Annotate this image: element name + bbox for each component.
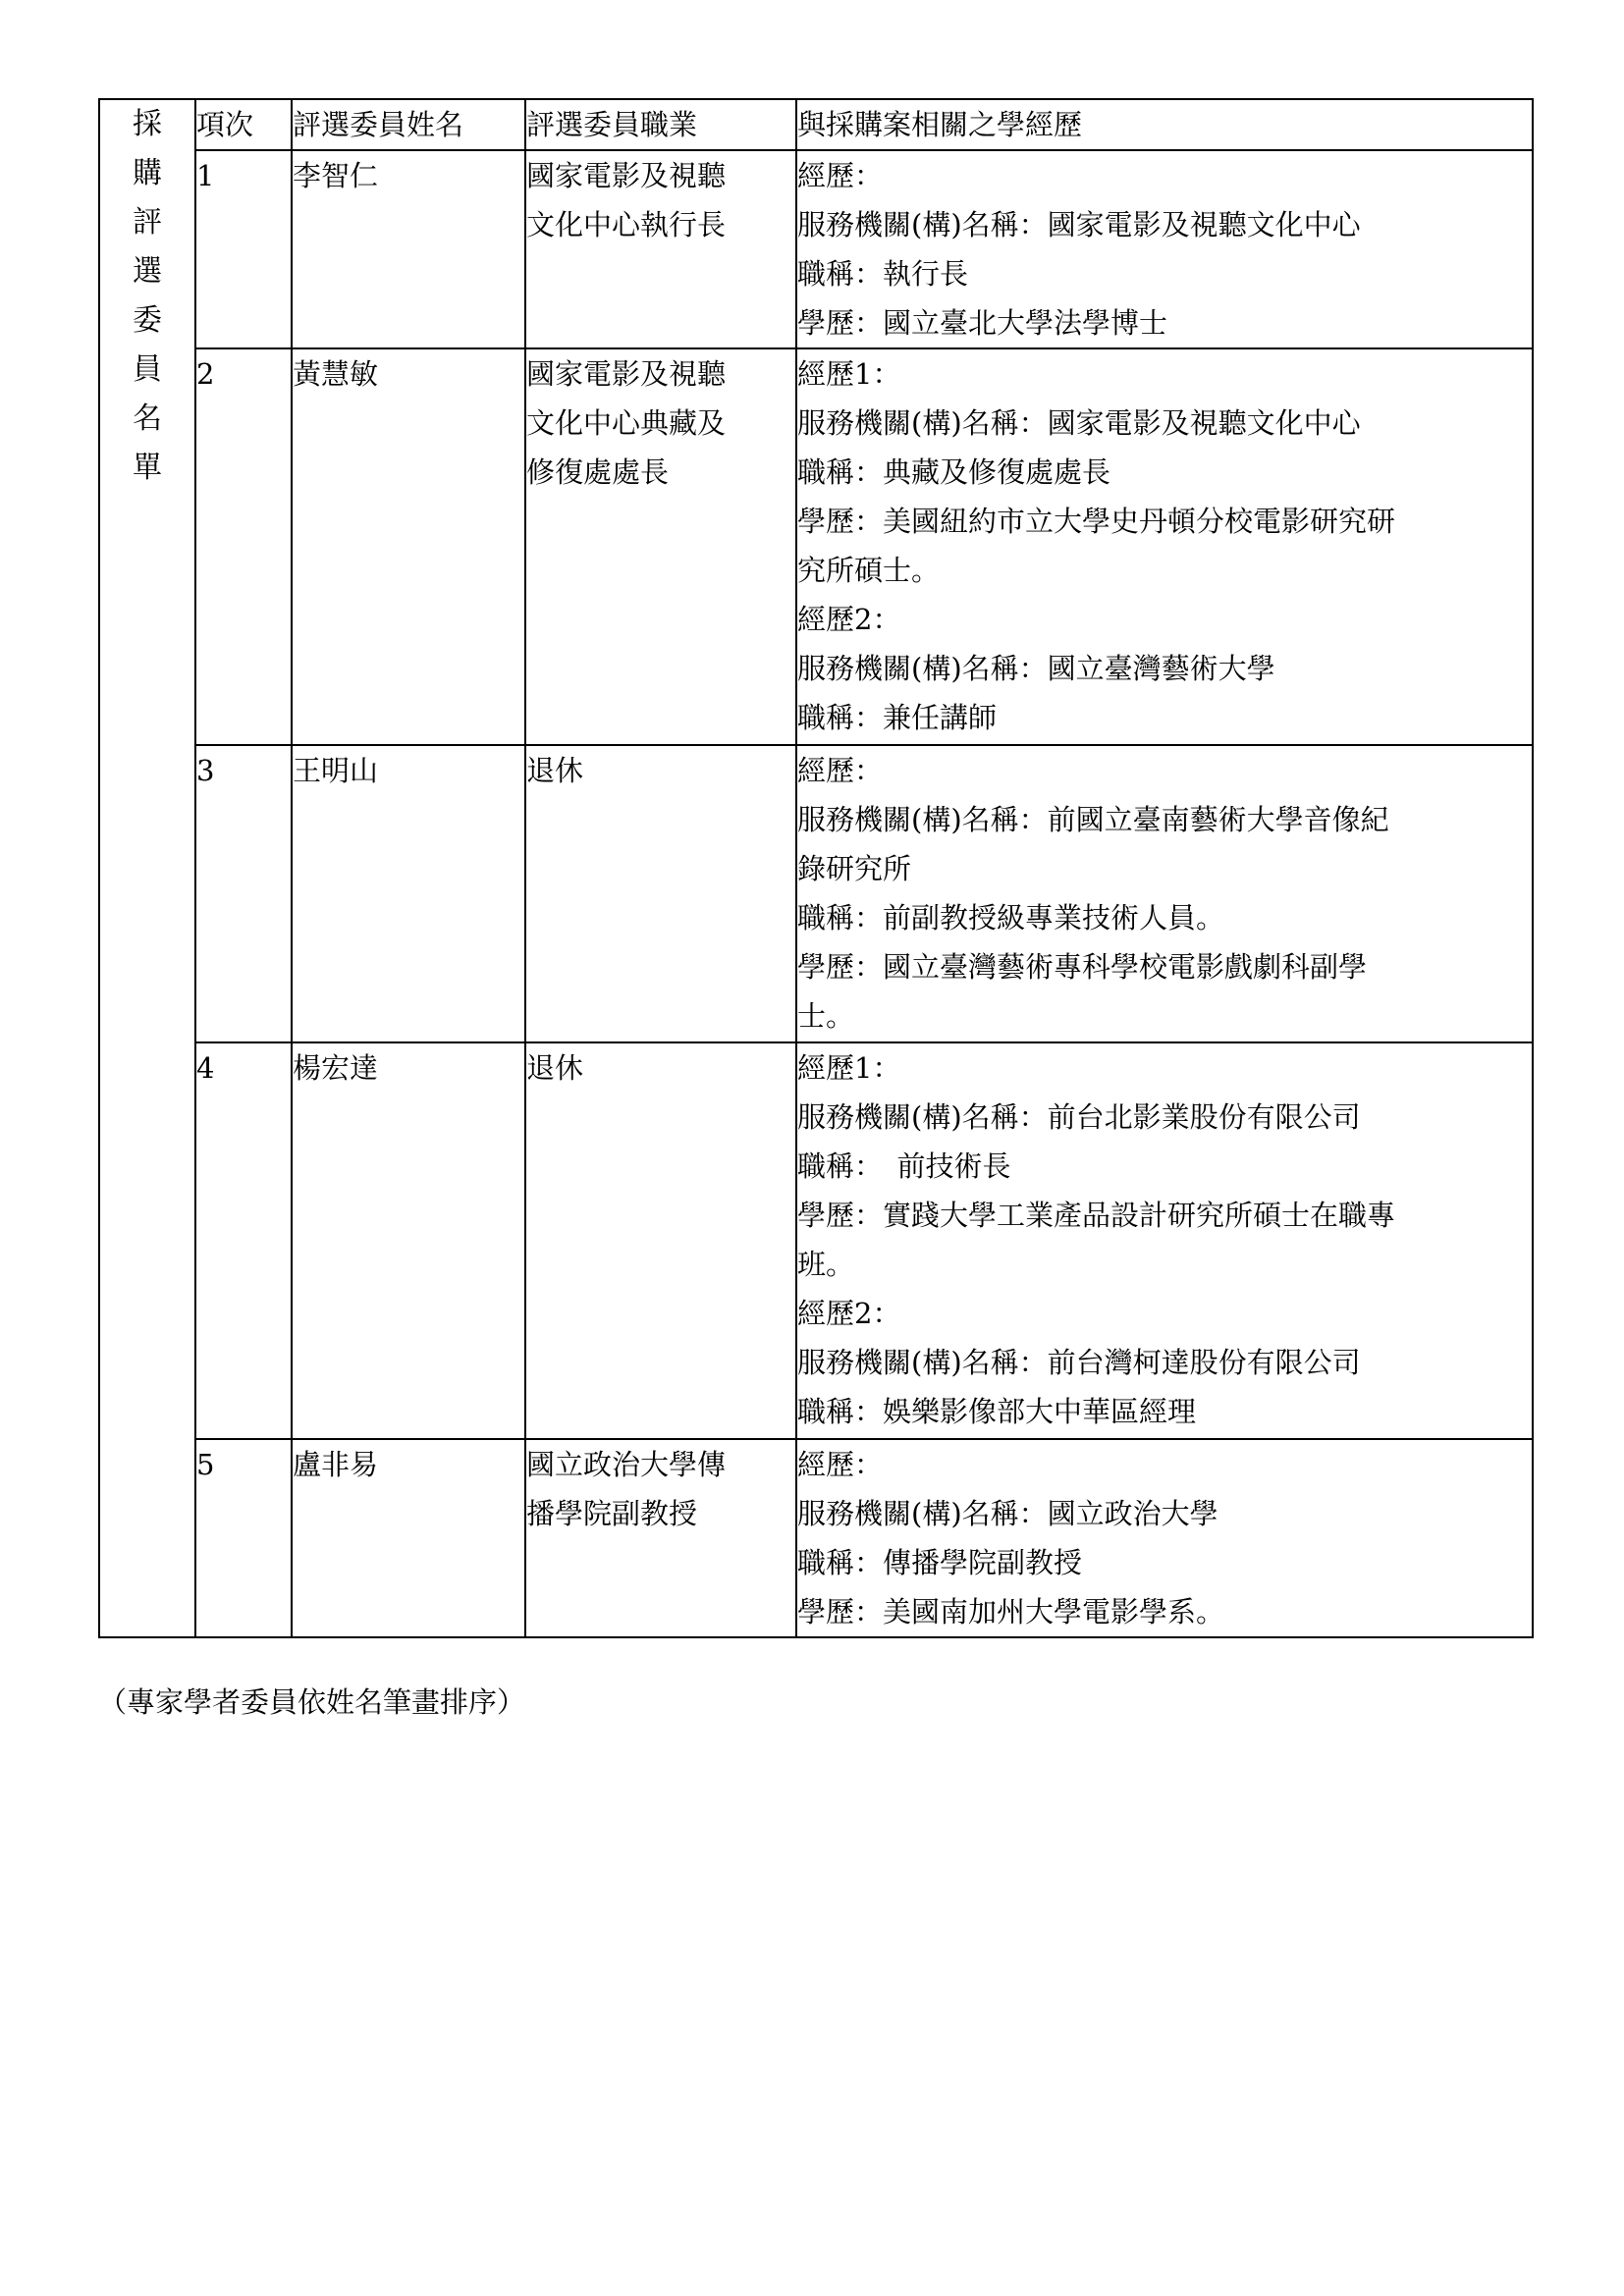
- experience-line: 經歷2：: [797, 603, 901, 636]
- occupation-line: 文化中心執行長: [526, 208, 727, 241]
- row-index: 2: [195, 348, 292, 745]
- row-name: 王明山: [292, 745, 525, 1042]
- experience-line: 職稱：典藏及修復處處長: [797, 455, 1111, 489]
- experience-line: 服務機關(構)名稱：國家電影及視聽文化中心: [797, 406, 1361, 440]
- experience-line: 經歷：: [797, 754, 884, 787]
- experience-line: 經歷：: [797, 159, 884, 192]
- experience-line: 服務機關(構)名稱：國立臺灣藝術大學: [797, 652, 1275, 685]
- header-experience: 與採購案相關之學經歷: [796, 99, 1533, 150]
- experience-line: 服務機關(構)名稱：前台北影業股份有限公司: [797, 1100, 1361, 1134]
- experience-line: 服務機關(構)名稱：前台灣柯達股份有限公司: [797, 1346, 1361, 1379]
- row-name: 黃慧敏: [292, 348, 525, 745]
- experience-line: 職稱：傳播學院副教授: [797, 1546, 1083, 1579]
- experience-line: 學歷：國立臺灣藝術專科學校電影戲劇科副學: [797, 950, 1368, 984]
- table-row: [99, 150, 1533, 348]
- table-row: [99, 745, 1533, 1042]
- occupation-line: 文化中心典藏及: [526, 406, 727, 440]
- experience-line: 職稱：執行長: [797, 257, 969, 291]
- experience-line: 經歷2：: [797, 1297, 901, 1330]
- experience-line: 職稱：兼任講師: [797, 701, 998, 734]
- experience-line: 經歷：: [797, 1448, 884, 1481]
- experience-line: 職稱： 前技術長: [797, 1149, 1011, 1183]
- committee-table: [98, 98, 1534, 1638]
- table-row: [99, 348, 1533, 745]
- row-occupation: [525, 1042, 796, 1439]
- occupation-line: 國家電影及視聽: [526, 159, 727, 192]
- header-index: 項次: [195, 99, 292, 150]
- experience-line: 錄研究所: [797, 852, 912, 885]
- table-row: [99, 1042, 1533, 1439]
- header-occupation: 評選委員職業: [525, 99, 796, 150]
- experience-line: 服務機關(構)名稱：國家電影及視聽文化中心: [797, 208, 1361, 241]
- experience-line: 職稱：娛樂影像部大中華區經理: [797, 1395, 1197, 1428]
- experience-line: 士。: [797, 999, 855, 1033]
- row-occupation: [525, 348, 796, 745]
- row-index: 1: [195, 150, 292, 348]
- row-occupation: [525, 1439, 796, 1637]
- row-index: 4: [195, 1042, 292, 1439]
- header-row: [99, 99, 1533, 150]
- occupation-line: 播學院副教授: [526, 1497, 698, 1530]
- row-occupation: [525, 150, 796, 348]
- experience-line: 學歷：實踐大學工業產品設計研究所碩士在職專: [797, 1199, 1396, 1232]
- table-row: [99, 1439, 1533, 1637]
- side-title-cell: [99, 99, 195, 1637]
- row-name: 李智仁: [292, 150, 525, 348]
- experience-line: 服務機關(構)名稱：國立政治大學: [797, 1497, 1218, 1530]
- occupation-line: 國立政治大學傳: [526, 1448, 727, 1481]
- row-experience: [796, 1042, 1533, 1439]
- row-experience: [796, 1439, 1533, 1637]
- footnote: （專家學者委員依姓名筆畫排序）: [98, 1685, 526, 1719]
- experience-line: 職稱：前副教授級專業技術人員。: [797, 901, 1225, 934]
- experience-line: 究所碩士。: [797, 554, 941, 587]
- row-index: 3: [195, 745, 292, 1042]
- row-occupation: [525, 745, 796, 1042]
- occupation-line: 退休: [526, 1051, 584, 1085]
- row-name: 盧非易: [292, 1439, 525, 1637]
- experience-line: 經歷1：: [797, 357, 901, 391]
- experience-line: 學歷：美國南加州大學電影學系。: [797, 1595, 1225, 1629]
- experience-line: 服務機關(構)名稱：前國立臺南藝術大學音像紀: [797, 803, 1389, 836]
- row-experience: [796, 745, 1533, 1042]
- experience-line: 學歷：國立臺北大學法學博士: [797, 306, 1168, 340]
- row-name: 楊宏達: [292, 1042, 525, 1439]
- side-title: 採購評選委員名單: [133, 107, 162, 485]
- row-index: 5: [195, 1439, 292, 1637]
- row-experience: [796, 348, 1533, 745]
- occupation-line: 修復處處長: [526, 455, 670, 489]
- experience-line: 經歷1：: [797, 1051, 901, 1085]
- experience-line: 班。: [797, 1248, 855, 1281]
- header-name: 評選委員姓名: [292, 99, 525, 150]
- experience-line: 學歷：美國紐約市立大學史丹頓分校電影研究研: [797, 505, 1396, 538]
- row-experience: [796, 150, 1533, 348]
- occupation-line: 國家電影及視聽: [526, 357, 727, 391]
- occupation-line: 退休: [526, 754, 584, 787]
